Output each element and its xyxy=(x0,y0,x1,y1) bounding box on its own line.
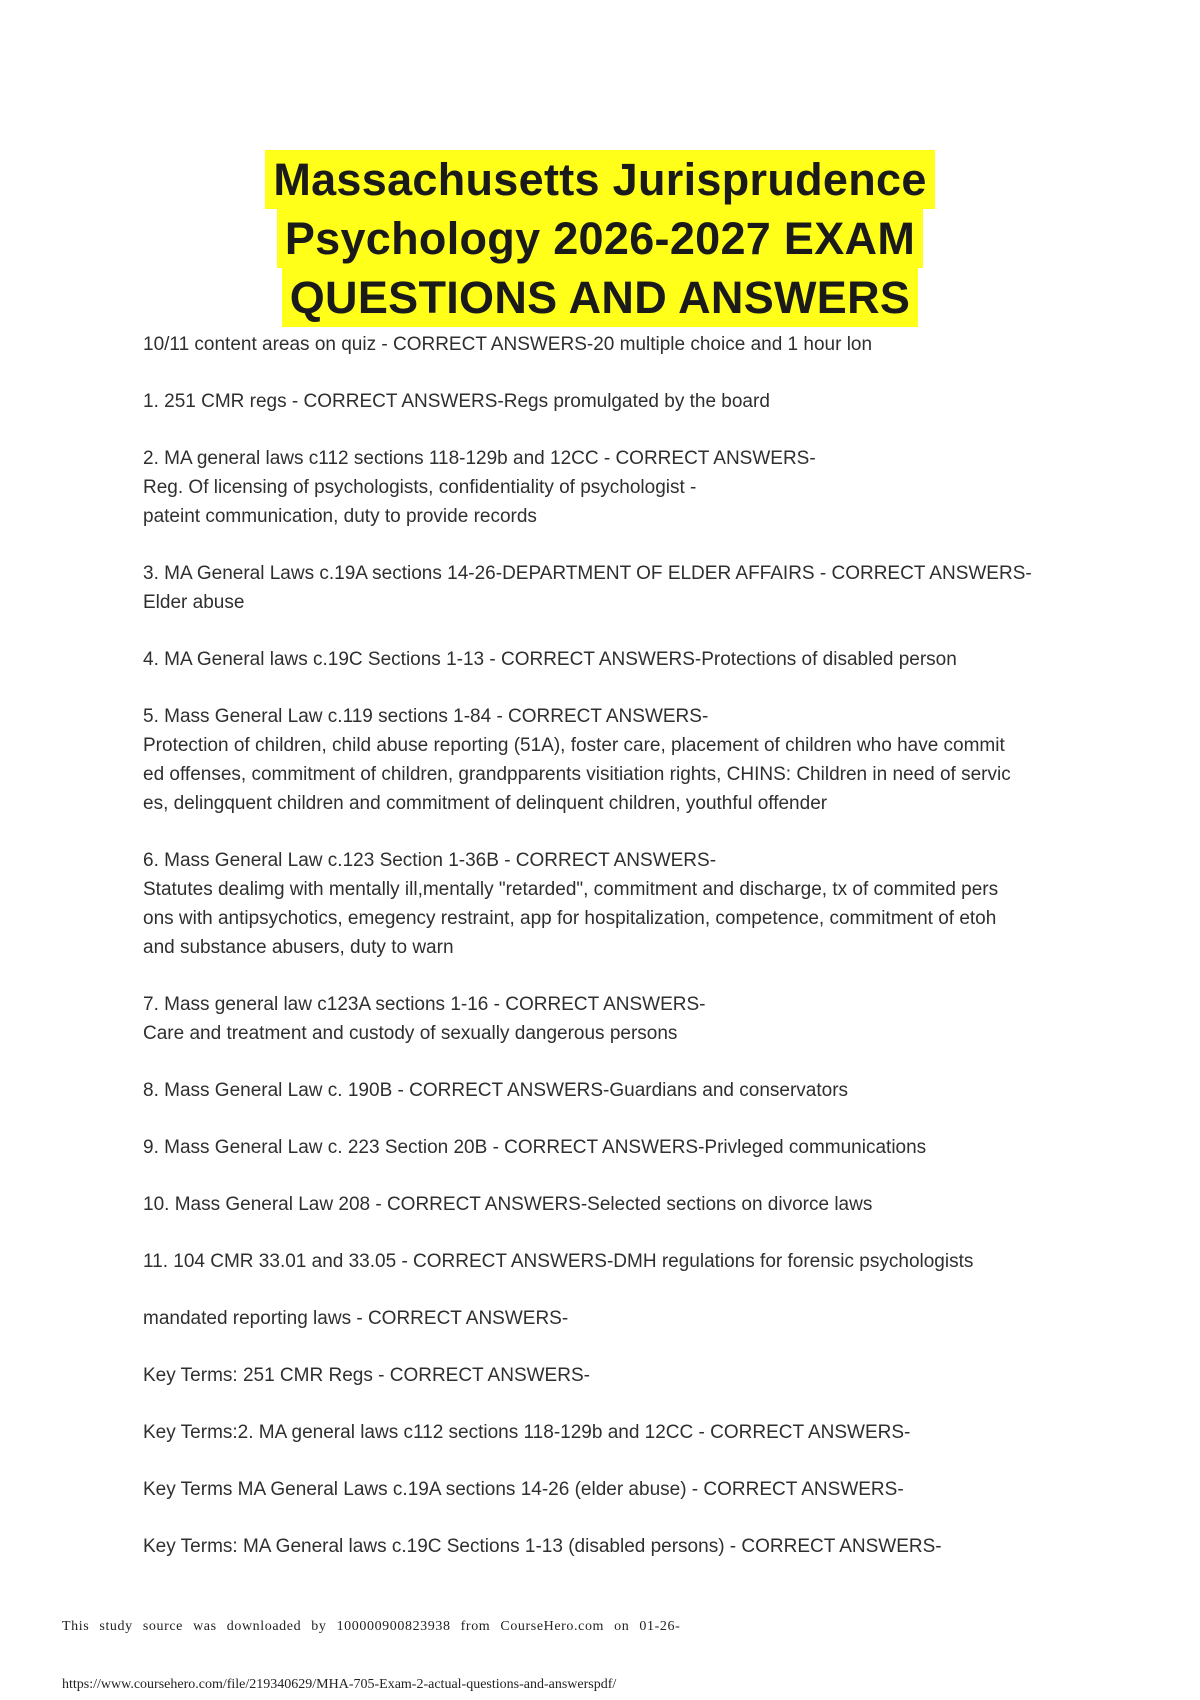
qa-entry-line: ons with antipsychotics, emegency restraint, app for hospitalization, competence, commitment of etoh xyxy=(143,908,997,929)
qa-entry-line: Protection of children, child abuse reporting (51A), foster care, placement of children who have commit xyxy=(143,735,1005,756)
qa-entry-line: pateint communication, duty to provide records xyxy=(143,506,537,527)
qa-entry-line: Key Terms:2. MA general laws c112 sections 118-129b and 12CC - CORRECT ANSWERS- xyxy=(143,1422,911,1443)
qa-entry-line: 7. Mass general law c123A sections 1-16 - CORRECT ANSWERS- xyxy=(143,994,706,1015)
qa-entry xyxy=(143,846,1083,962)
qa-entry xyxy=(143,990,1083,1048)
qa-entry-line: 3. MA General Laws c.19A sections 14-26-DEPARTMENT OF ELDER AFFAIRS - CORRECT ANSWERS- xyxy=(143,563,1032,584)
qa-entry-line: 2. MA general laws c112 sections 118-129b and 12CC - CORRECT ANSWERS- xyxy=(143,448,816,469)
qa-entry xyxy=(143,1532,1083,1561)
qa-entry-line: Key Terms: MA General laws c.19C Sections 1-13 (disabled persons) - CORRECT ANSWERS- xyxy=(143,1536,942,1557)
qa-entry xyxy=(143,1361,1083,1390)
qa-entry-line: 9. Mass General Law c. 223 Section 20B - CORRECT ANSWERS-Privleged communications xyxy=(143,1137,927,1158)
qa-entry-line: Elder abuse xyxy=(143,592,245,613)
footer-source-url[interactable]: https://www.coursehero.com/file/219340629/MHA-705-Exam-2-actual-questions-and-answerspdf/ xyxy=(62,1677,617,1692)
qa-entry-line: 1. 251 CMR regs - CORRECT ANSWERS-Regs promulgated by the board xyxy=(143,391,770,412)
qa-entry xyxy=(143,1076,1083,1105)
title-line-3: QUESTIONS AND ANSWERS xyxy=(282,268,919,327)
qa-entry xyxy=(143,702,1083,818)
qa-entry xyxy=(143,330,1083,359)
qa-entry xyxy=(143,1247,1083,1276)
qa-entry xyxy=(143,559,1083,617)
qa-entry-line: Care and treatment and custody of sexually dangerous persons xyxy=(143,1023,678,1044)
title-line-2: Psychology 2026-2027 EXAM xyxy=(277,209,923,268)
qa-entry-line: 5. Mass General Law c.119 sections 1-84 - CORRECT ANSWERS- xyxy=(143,706,709,727)
qa-entry xyxy=(143,645,1083,674)
document-title xyxy=(0,150,1200,327)
qa-entry xyxy=(143,1133,1083,1162)
title-line-1: Massachusetts Jurisprudence xyxy=(265,150,934,209)
qa-list xyxy=(143,330,1083,1589)
qa-entry-line: Key Terms: 251 CMR Regs - CORRECT ANSWERS- xyxy=(143,1365,590,1386)
qa-entry-line: Statutes dealimg with mentally ill,mentally "retarded", commitment and discharge, tx of commited pers xyxy=(143,879,999,900)
qa-entry xyxy=(143,1475,1083,1504)
qa-entry-line: es, delingquent children and commitment of delinquent children, youthful offender xyxy=(143,793,828,814)
qa-entry-line: 11. 104 CMR 33.01 and 33.05 - CORRECT ANSWERS-DMH regulations for forensic psychologists xyxy=(143,1251,974,1272)
qa-entry xyxy=(143,444,1083,531)
qa-entry-line: ed offenses, commitment of children, grandpparents visitiation rights, CHINS: Children in need of servic xyxy=(143,764,1011,785)
qa-entry-line: 6. Mass General Law c.123 Section 1-36B - CORRECT ANSWERS- xyxy=(143,850,717,871)
qa-entry-line: 10/11 content areas on quiz - CORRECT ANSWERS-20 multiple choice and 1 hour lon xyxy=(143,334,873,355)
qa-entry xyxy=(143,1190,1083,1219)
qa-entry-line: 8. Mass General Law c. 190B - CORRECT ANSWERS-Guardians and conservators xyxy=(143,1080,849,1101)
qa-entry-line: mandated reporting laws - CORRECT ANSWERS- xyxy=(143,1308,569,1329)
qa-entry-line: and substance abusers, duty to warn xyxy=(143,937,454,958)
qa-entry-line: 4. MA General laws c.19C Sections 1-13 - CORRECT ANSWERS-Protections of disabled person xyxy=(143,649,957,670)
qa-entry-line: Key Terms MA General Laws c.19A sections 14-26 (elder abuse) - CORRECT ANSWERS- xyxy=(143,1479,904,1500)
footer-source-note: This study source was downloaded by 100000900823938 from CourseHero.com on 01-26- xyxy=(62,1619,681,1634)
qa-entry-line: Reg. Of licensing of psychologists, confidentiality of psychologist - xyxy=(143,477,697,498)
qa-entry xyxy=(143,1418,1083,1447)
qa-entry xyxy=(143,387,1083,416)
qa-entry-line: 10. Mass General Law 208 - CORRECT ANSWERS-Selected sections on divorce laws xyxy=(143,1194,873,1215)
qa-entry xyxy=(143,1304,1083,1333)
